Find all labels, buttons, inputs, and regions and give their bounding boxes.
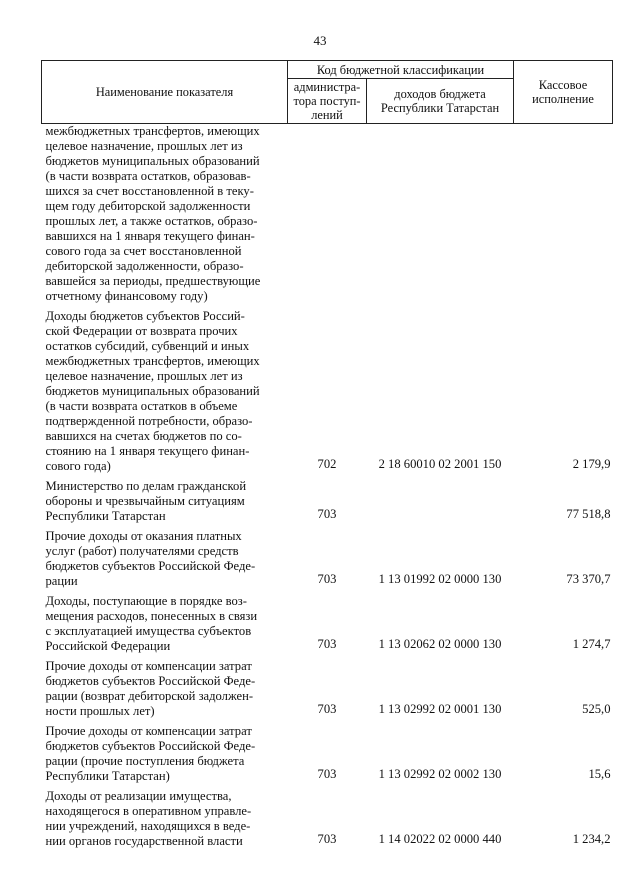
header-admin: администра- тора поступ- лений xyxy=(288,79,367,124)
header-code-group: Код бюджетной классификации xyxy=(288,61,514,79)
row-income-code: 1 13 01992 02 0000 130 xyxy=(378,572,502,586)
table-row xyxy=(42,719,613,784)
row-income-code xyxy=(367,124,514,305)
table-row xyxy=(42,474,613,524)
row-income-code: 1 14 02022 02 0000 440 xyxy=(378,832,502,846)
row-execution: 77 518,8 xyxy=(566,507,611,521)
row-name: Прочие доходы от компенсации затрат бюджетов субъектов Российской Феде- рации (прочие поступления бюджета Республики Татарстан) xyxy=(45,724,256,783)
table-row xyxy=(42,654,613,719)
row-income-code: 1 13 02992 02 0001 130 xyxy=(378,702,502,716)
row-name: Прочие доходы от компенсации затрат бюджетов субъектов Российской Феде- рации (возврат дебиторской задолжен- ности прошлых лет) xyxy=(45,659,256,718)
row-income-code: 2 18 60010 02 2001 150 xyxy=(378,457,502,471)
table-row xyxy=(42,524,613,589)
row-income-code xyxy=(367,474,514,524)
table-row xyxy=(42,304,613,474)
row-admin-code xyxy=(288,124,367,305)
row-name: межбюджетных трансфертов, имеющих целевое назначение, прошлых лет из бюджетов муниципальных образований (в части возврата остатков, образовав- шихся за счет восстановленной в теку- щем году дебиторской задолженности прошлых лет, а также остатков, образо- вавшихся на 1 января текущего финан- сового года за счет восстановленной дебиторской задолженности, образо- вавшейся за периоды, предшествующие отчетному финансовому году) xyxy=(45,124,261,303)
row-income-code: 1 13 02992 02 0002 130 xyxy=(378,767,502,781)
row-execution: 525,0 xyxy=(582,702,611,716)
row-admin-code: 702 xyxy=(317,457,337,471)
row-income-code: 1 13 02062 02 0000 130 xyxy=(378,637,502,651)
row-execution: 15,6 xyxy=(588,767,611,781)
row-name: Министерство по делам гражданской обороны и чрезвычайным ситуациям Республики Татарстан xyxy=(45,479,247,523)
row-name: Прочие доходы от оказания платных услуг (работ) получателями средств бюджетов субъектов Российской Феде- рации xyxy=(45,529,256,588)
row-execution xyxy=(514,124,613,305)
row-name: Доходы бюджетов субъектов Россий- ской Федерации от возврата прочих остатков субсидий, субвенций и иных межбюджетных трансфертов, имеющих целевое назначение, прошлых лет из бюджетов муниципальных образований (в части возврата остатков в объеме подтвержденной потребности, образо- вавшихся на счетах бюджетов по со- стоянию на 1 января текущего финан- сового года) xyxy=(45,309,260,473)
header-income: доходов бюджета Республики Татарстан xyxy=(367,79,514,124)
header-execution: Кассовое исполнение xyxy=(514,61,613,124)
row-name: Доходы от реализации имущества, находящегося в оперативном управле- нии учреждений, находящихся в веде- нии органов государственной власти xyxy=(45,789,252,848)
table-row xyxy=(42,124,613,305)
header-name: Наименование показателя xyxy=(42,61,288,124)
row-execution: 73 370,7 xyxy=(566,572,611,586)
row-execution: 1 274,7 xyxy=(572,637,611,651)
row-admin-code: 703 xyxy=(317,637,337,651)
row-admin-code: 703 xyxy=(317,572,337,586)
row-name: Доходы, поступающие в порядке воз- мещения расходов, понесенных в связи с эксплуатацией имущества субъектов Российской Федерации xyxy=(45,594,258,653)
row-admin-code: 703 xyxy=(317,832,337,846)
row-admin-code: 703 xyxy=(317,702,337,716)
row-admin-code: 703 xyxy=(317,767,337,781)
budget-table xyxy=(41,60,613,849)
row-execution: 2 179,9 xyxy=(572,457,611,471)
table-row xyxy=(42,589,613,654)
row-execution: 1 234,2 xyxy=(572,832,611,846)
row-admin-code: 703 xyxy=(317,507,337,521)
page-number: 43 xyxy=(313,33,327,48)
table-row xyxy=(42,784,613,849)
